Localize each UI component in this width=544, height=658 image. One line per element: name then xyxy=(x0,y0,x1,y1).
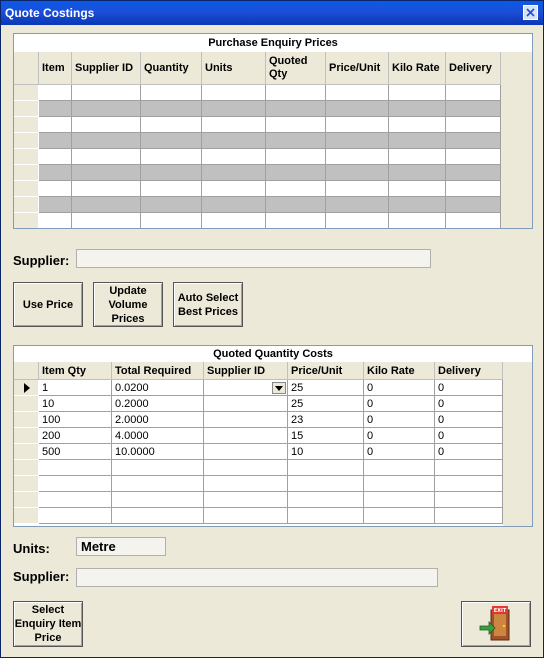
enquiry-cell[interactable] xyxy=(72,85,141,101)
enquiry-grid-empty-area xyxy=(501,52,532,228)
enquiry-row-header[interactable] xyxy=(14,181,39,197)
enquiry-cell[interactable] xyxy=(39,197,72,213)
enquiry-cell[interactable] xyxy=(446,213,501,229)
enquiry-row-header[interactable] xyxy=(14,197,39,213)
quantity-cell[interactable]: 0 xyxy=(435,396,503,412)
enquiry-cell[interactable] xyxy=(202,117,266,133)
select-enquiry-item-price-button[interactable]: Select Enquiry Item Price xyxy=(13,601,83,647)
quantity-grid-empty-area xyxy=(503,362,532,526)
units-value: Metre xyxy=(76,537,166,556)
exit-door-icon xyxy=(476,604,516,644)
enquiry-cell[interactable] xyxy=(141,181,202,197)
enquiry-col-header[interactable]: Quantity xyxy=(141,52,202,85)
quantity-row-header[interactable] xyxy=(14,476,39,492)
enquiry-cell[interactable] xyxy=(389,85,446,101)
quantity-row-header[interactable] xyxy=(14,380,39,396)
quantity-grid-caption: Quoted Quantity Costs xyxy=(14,346,532,363)
enquiry-cell[interactable] xyxy=(266,197,326,213)
enquiry-cell[interactable] xyxy=(326,181,389,197)
enquiry-col-header[interactable]: Delivery xyxy=(446,52,501,85)
quantity-col-header[interactable]: Total Required xyxy=(112,362,204,380)
quantity-cell[interactable] xyxy=(364,508,435,524)
quantity-row-header-corner xyxy=(14,362,39,380)
quantity-cell[interactable] xyxy=(39,492,112,508)
enquiry-cell[interactable] xyxy=(389,101,446,117)
quantity-row-header[interactable] xyxy=(14,412,39,428)
enquiry-cell[interactable] xyxy=(39,165,72,181)
enquiry-cell[interactable] xyxy=(39,181,72,197)
quantity-cell[interactable]: 0.0200 xyxy=(112,380,204,396)
quantity-cell[interactable]: 0 xyxy=(435,380,503,396)
update-volume-prices-button[interactable]: Update Volume Prices xyxy=(93,282,163,327)
quantity-cell[interactable] xyxy=(288,476,364,492)
enquiry-cell[interactable] xyxy=(141,213,202,229)
quantity-cell[interactable]: 23 xyxy=(288,412,364,428)
quantity-cell[interactable] xyxy=(435,460,503,476)
enquiry-cell[interactable] xyxy=(389,181,446,197)
enquiry-col-header[interactable]: Item xyxy=(39,52,72,85)
enquiry-col-header[interactable]: Units xyxy=(202,52,266,85)
enquiry-row-header[interactable] xyxy=(14,117,39,133)
enquiry-cell[interactable] xyxy=(39,101,72,117)
quantity-cell[interactable] xyxy=(204,492,288,508)
supplier-dropdown-button[interactable] xyxy=(272,382,286,394)
supplier-field[interactable] xyxy=(76,249,431,268)
quantity-cell[interactable]: 0 xyxy=(364,428,435,444)
quantity-cell[interactable] xyxy=(435,492,503,508)
enquiry-row-header[interactable] xyxy=(14,149,39,165)
quantity-cell[interactable]: 500 xyxy=(39,444,112,460)
enquiry-row-header[interactable] xyxy=(14,165,39,181)
quantity-cell[interactable] xyxy=(39,508,112,524)
exit-button[interactable] xyxy=(461,601,531,647)
quantity-cell[interactable]: 2.0000 xyxy=(112,412,204,428)
supplier-label-2: Supplier: xyxy=(13,569,70,584)
quantity-cell[interactable]: 1 xyxy=(39,380,112,396)
enquiry-cell[interactable] xyxy=(446,165,501,181)
quantity-cell[interactable]: 10.0000 xyxy=(112,444,204,460)
enquiry-cell[interactable] xyxy=(326,133,389,149)
purchase-enquiry-grid[interactable] xyxy=(13,33,533,229)
quantity-cell[interactable] xyxy=(112,492,204,508)
enquiry-cell[interactable] xyxy=(389,133,446,149)
quantity-cell[interactable]: 0 xyxy=(435,428,503,444)
enquiry-cell[interactable] xyxy=(72,197,141,213)
enquiry-row-header-corner xyxy=(14,52,39,85)
close-button[interactable] xyxy=(523,5,538,20)
enquiry-cell[interactable] xyxy=(39,213,72,229)
current-row-arrow-icon xyxy=(22,383,32,393)
enquiry-cell[interactable] xyxy=(202,101,266,117)
enquiry-cell[interactable] xyxy=(39,85,72,101)
quantity-cell[interactable]: 0 xyxy=(364,444,435,460)
enquiry-cell[interactable] xyxy=(266,101,326,117)
auto-select-best-prices-button[interactable]: Auto Select Best Prices xyxy=(173,282,243,327)
enquiry-col-header[interactable]: Price/Unit xyxy=(326,52,389,85)
quantity-cell[interactable]: 200 xyxy=(39,428,112,444)
enquiry-cell[interactable] xyxy=(141,197,202,213)
enquiry-cell[interactable] xyxy=(141,133,202,149)
quantity-cell[interactable]: 100 xyxy=(39,412,112,428)
enquiry-cell[interactable] xyxy=(446,101,501,117)
quoted-quantity-grid[interactable] xyxy=(13,345,533,527)
quantity-col-header[interactable]: Price/Unit xyxy=(288,362,364,380)
enquiry-cell[interactable] xyxy=(326,85,389,101)
quantity-cell[interactable] xyxy=(364,492,435,508)
exit-sign-text: EXIT xyxy=(493,608,507,614)
close-icon xyxy=(526,8,535,17)
enquiry-cell[interactable] xyxy=(202,181,266,197)
enquiry-cell[interactable] xyxy=(389,149,446,165)
enquiry-cell[interactable] xyxy=(141,165,202,181)
quantity-cell[interactable]: 15 xyxy=(288,428,364,444)
enquiry-cell[interactable] xyxy=(389,165,446,181)
quantity-cell[interactable] xyxy=(204,460,288,476)
quantity-cell[interactable] xyxy=(204,396,288,412)
enquiry-cell[interactable] xyxy=(72,133,141,149)
enquiry-cell[interactable] xyxy=(202,213,266,229)
enquiry-cell[interactable] xyxy=(72,149,141,165)
enquiry-cell[interactable] xyxy=(326,213,389,229)
units-label: Units: xyxy=(13,541,50,556)
quantity-cell[interactable]: 25 xyxy=(288,380,364,396)
enquiry-cell[interactable] xyxy=(446,117,501,133)
title-bar[interactable] xyxy=(1,1,543,25)
enquiry-cell[interactable] xyxy=(141,85,202,101)
quantity-cell[interactable] xyxy=(288,492,364,508)
quantity-cell[interactable] xyxy=(204,412,288,428)
quantity-col-header[interactable]: Kilo Rate xyxy=(364,362,435,380)
enquiry-row-header[interactable] xyxy=(14,85,39,101)
quantity-cell[interactable]: 4.0000 xyxy=(112,428,204,444)
quantity-cell[interactable]: 0 xyxy=(364,412,435,428)
quantity-cell[interactable] xyxy=(204,444,288,460)
supplier-label: Supplier: xyxy=(13,253,70,268)
enquiry-row-header[interactable] xyxy=(14,101,39,117)
quantity-cell[interactable]: 0 xyxy=(435,412,503,428)
quantity-cell[interactable] xyxy=(364,460,435,476)
enquiry-cell[interactable] xyxy=(446,85,501,101)
enquiry-cell[interactable] xyxy=(266,149,326,165)
enquiry-cell[interactable] xyxy=(266,213,326,229)
enquiry-cell[interactable] xyxy=(202,197,266,213)
quantity-cell[interactable] xyxy=(204,476,288,492)
enquiry-cell[interactable] xyxy=(446,133,501,149)
quantity-row-header[interactable] xyxy=(14,508,39,524)
enquiry-cell[interactable] xyxy=(446,149,501,165)
enquiry-cell[interactable] xyxy=(266,181,326,197)
quantity-row-header[interactable] xyxy=(14,492,39,508)
quantity-cell[interactable] xyxy=(435,508,503,524)
enquiry-cell[interactable] xyxy=(39,133,72,149)
use-price-button[interactable]: Use Price xyxy=(13,282,83,327)
enquiry-cell[interactable] xyxy=(389,197,446,213)
enquiry-cell[interactable] xyxy=(72,117,141,133)
enquiry-cell[interactable] xyxy=(266,165,326,181)
quantity-cell[interactable]: 0 xyxy=(364,380,435,396)
quantity-row-header[interactable] xyxy=(14,444,39,460)
quantity-col-header[interactable]: Delivery xyxy=(435,362,503,380)
quantity-cell[interactable]: 25 xyxy=(288,396,364,412)
chevron-down-icon xyxy=(275,386,283,391)
enquiry-cell[interactable] xyxy=(72,181,141,197)
enquiry-cell[interactable] xyxy=(202,85,266,101)
quantity-col-header[interactable]: Supplier ID xyxy=(204,362,288,380)
enquiry-cell[interactable] xyxy=(202,165,266,181)
quantity-row-header[interactable] xyxy=(14,460,39,476)
enquiry-cell[interactable] xyxy=(446,181,501,197)
enquiry-grid-caption: Purchase Enquiry Prices xyxy=(14,34,532,53)
quantity-cell[interactable]: 0 xyxy=(364,396,435,412)
enquiry-cell[interactable] xyxy=(326,149,389,165)
quantity-cell[interactable] xyxy=(204,428,288,444)
quantity-cell[interactable]: 0 xyxy=(435,444,503,460)
enquiry-row-header[interactable] xyxy=(14,133,39,149)
enquiry-cell[interactable] xyxy=(72,165,141,181)
enquiry-cell[interactable] xyxy=(72,213,141,229)
quantity-cell[interactable]: 10 xyxy=(39,396,112,412)
enquiry-cell[interactable] xyxy=(202,149,266,165)
quantity-cell[interactable] xyxy=(288,460,364,476)
enquiry-cell[interactable] xyxy=(141,149,202,165)
enquiry-cell[interactable] xyxy=(326,197,389,213)
enquiry-cell[interactable] xyxy=(141,117,202,133)
quantity-cell[interactable]: 0.2000 xyxy=(112,396,204,412)
enquiry-cell[interactable] xyxy=(266,133,326,149)
enquiry-row-header[interactable] xyxy=(14,213,39,229)
quantity-cell[interactable] xyxy=(435,476,503,492)
quantity-cell[interactable] xyxy=(112,508,204,524)
quantity-cell[interactable] xyxy=(112,476,204,492)
quantity-cell[interactable] xyxy=(204,508,288,524)
enquiry-cell[interactable] xyxy=(326,165,389,181)
quantity-col-header[interactable]: Item Qty xyxy=(39,362,112,380)
enquiry-cell[interactable] xyxy=(389,117,446,133)
quantity-row-header[interactable] xyxy=(14,428,39,444)
enquiry-cell[interactable] xyxy=(389,213,446,229)
quantity-cell[interactable] xyxy=(39,476,112,492)
enquiry-cell[interactable] xyxy=(39,117,72,133)
enquiry-cell[interactable] xyxy=(39,149,72,165)
quantity-row-header[interactable] xyxy=(14,396,39,412)
enquiry-cell[interactable] xyxy=(72,101,141,117)
enquiry-cell[interactable] xyxy=(266,117,326,133)
enquiry-cell[interactable] xyxy=(326,101,389,117)
enquiry-cell[interactable] xyxy=(446,197,501,213)
quantity-cell[interactable] xyxy=(39,460,112,476)
enquiry-cell[interactable] xyxy=(141,101,202,117)
supplier-field-2[interactable] xyxy=(76,568,438,587)
quantity-cell[interactable] xyxy=(288,508,364,524)
enquiry-cell[interactable] xyxy=(326,117,389,133)
quantity-cell[interactable]: 10 xyxy=(288,444,364,460)
enquiry-col-header[interactable]: Kilo Rate xyxy=(389,52,446,85)
enquiry-col-header[interactable]: Quoted Qty xyxy=(266,52,326,85)
quantity-cell[interactable] xyxy=(112,460,204,476)
enquiry-cell[interactable] xyxy=(266,85,326,101)
enquiry-cell[interactable] xyxy=(202,133,266,149)
enquiry-col-header[interactable]: Supplier ID xyxy=(72,52,141,85)
quantity-cell[interactable] xyxy=(364,476,435,492)
window-title: Quote Costings xyxy=(5,6,95,20)
